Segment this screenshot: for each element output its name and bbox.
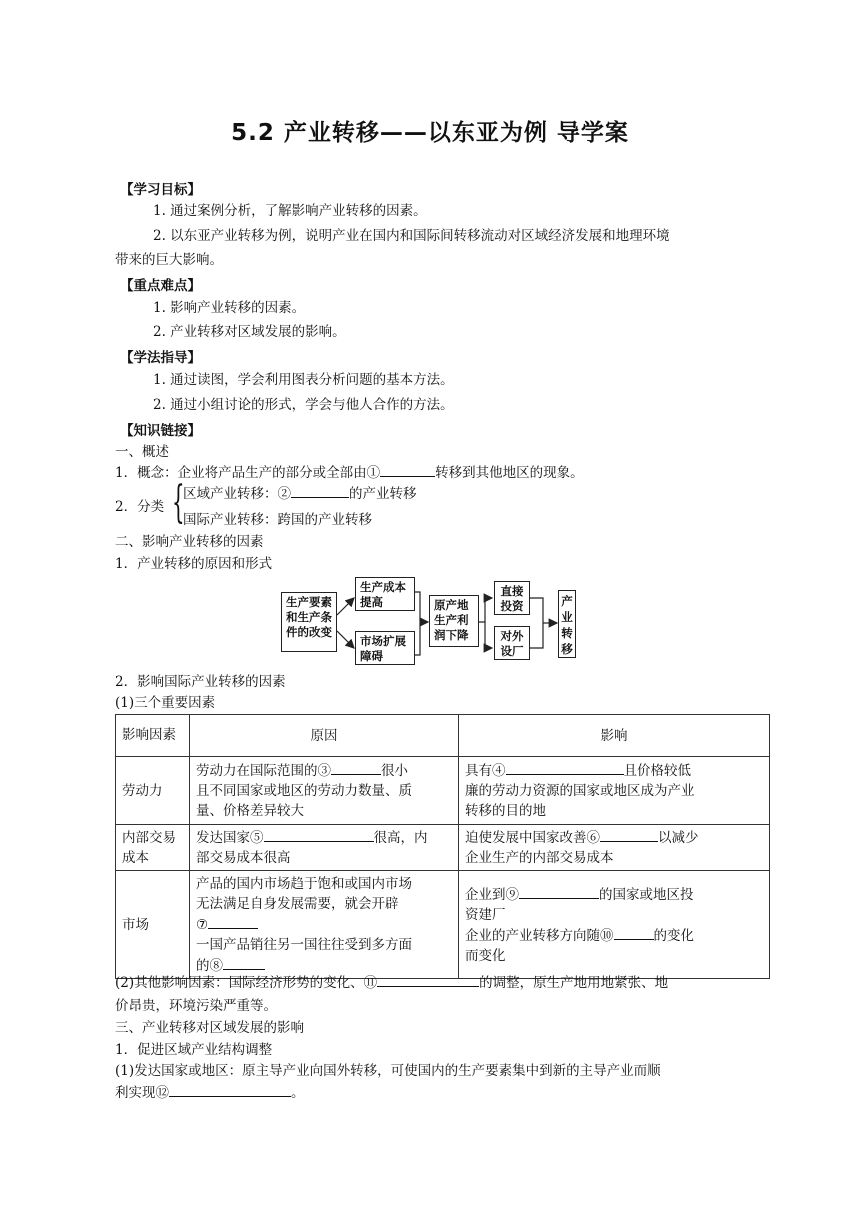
- objective-2-cont: 带来的巨大影响。: [115, 252, 223, 268]
- cost-effect-line-2: 企业生产的内部交易成本: [465, 850, 614, 866]
- factor-cost: 内部交易成本: [116, 825, 190, 871]
- cost-effect-line-1b: 以减少: [658, 830, 699, 846]
- labor-effect-line-1b: 且价格较低: [623, 763, 691, 779]
- methods-heading: 【学法指导】: [120, 350, 201, 366]
- key-points-heading: 【重点难点】: [120, 278, 201, 294]
- section-3-1-text-2: [115, 1082, 305, 1104]
- blank-6[interactable]: [600, 827, 658, 842]
- table-row: [116, 825, 770, 871]
- market-effect-line-1b: 的国家或地区投: [599, 886, 694, 903]
- section-3-1-text: (1)发达国家或地区：原主导产业向国外转移，可使国内的生产要素集中到新的主导产业而顺: [115, 1063, 661, 1079]
- blank-11[interactable]: [377, 972, 479, 987]
- table-header-factor: 影响因素: [116, 715, 190, 757]
- objectives-heading: 【学习目标】: [120, 182, 201, 198]
- factors-table: [115, 714, 770, 979]
- cost-reason-line-1b: 很高，内: [373, 830, 428, 846]
- labor-reason-line-1a: 劳动力在国际范围的③: [196, 763, 331, 779]
- market-effect-line-3b: 的变化: [653, 927, 694, 944]
- blank-10[interactable]: [614, 925, 654, 940]
- labor-effect-line-3: 转移的目的地: [465, 803, 546, 819]
- section-2-2-heading: 2．影响国际产业转移的因素: [115, 674, 286, 690]
- section-3-1-heading: 1．促进区域产业结构调整: [115, 1042, 273, 1058]
- blank-5[interactable]: [264, 827, 374, 842]
- section-3-heading: 三、产业转移对区域发展的影响: [115, 1020, 304, 1036]
- market-effect-line-4: 而变化: [465, 947, 506, 964]
- table-header-reason: 原因: [190, 715, 459, 757]
- labor-reason-line-1b: 很小: [381, 763, 408, 779]
- knowledge-heading: 【知识链接】: [120, 423, 201, 439]
- blank-3[interactable]: [331, 760, 381, 775]
- market-reason-line-3: ⑦: [196, 916, 209, 933]
- section-2-1-heading: 1．产业转移的原因和形式: [115, 556, 273, 572]
- key-point-1: 1. 影响产业转移的因素。: [153, 300, 306, 316]
- section-2-2-1-heading: (1)三个重要因素: [115, 695, 216, 711]
- market-effect-line-3a: 企业的产业转移方向随⑩: [465, 927, 614, 944]
- diagram-start-box: 生产要素和生产条件的改变: [281, 592, 337, 652]
- other-factors-line: [115, 972, 668, 994]
- diagram-market-box: 市场扩展障碍: [355, 631, 415, 665]
- diagram-cost-box: 生产成本提高: [355, 577, 415, 611]
- section-3-1-text-2a: 利实现⑫: [115, 1085, 169, 1101]
- diagram-factory-box: 对外设厂: [494, 626, 530, 660]
- section-3-1-text-2b: 。: [291, 1085, 305, 1101]
- method-1: 1. 通过读图，学会利用图表分析问题的基本方法。: [153, 372, 454, 388]
- diagram-transfer-box: 产业转移: [558, 590, 576, 658]
- labor-reason-line-3: 量、价格差异较大: [196, 803, 304, 819]
- cost-reason-line-2: 部交易成本很高: [196, 850, 291, 866]
- cost-effect-line-1a: 迫使发展中国家改善⑥: [465, 830, 600, 846]
- method-2: 2. 通过小组讨论的形式，学会与他人合作的方法。: [153, 397, 454, 413]
- market-effect-line-1a: 企业到⑨: [465, 886, 519, 903]
- blank-7[interactable]: [208, 914, 258, 929]
- market-reason-line-1: 产品的国内市场趋于饱和或国内市场: [196, 875, 412, 892]
- diagram-profit-box: 原产地生产利润下降: [429, 595, 479, 647]
- market-effect: [459, 871, 770, 979]
- blank-4[interactable]: [506, 760, 624, 775]
- table-header-row: [116, 715, 770, 757]
- market-reason-line-2: 无法满足自身发展需要，就会开辟: [196, 895, 399, 912]
- classify-label: 2．分类: [115, 499, 165, 515]
- classify-1-text-a: 区域产业转移：②: [183, 486, 291, 502]
- other-factors-text-a: (2)其他影响因素：国际经济形势的变化、⑪: [115, 975, 378, 991]
- section-1-heading: 一、概述: [115, 444, 169, 460]
- cost-reason: [190, 825, 459, 871]
- classify-1-text-b: 的产业转移: [349, 486, 417, 502]
- labor-effect: [459, 757, 770, 825]
- market-reason-line-5: 的⑧: [196, 957, 223, 974]
- other-factors-text-b: 的调整，原生产地用地紧张、地: [479, 975, 669, 991]
- blank-8[interactable]: [223, 955, 265, 970]
- market-reason-line-4: 一国产品销往另一国往往受到多方面: [196, 936, 412, 953]
- concept-text-b: 转移到其他地区的现象。: [435, 465, 584, 481]
- labor-effect-line-2: 廉的劳动力资源的国家或地区成为产业: [465, 783, 695, 799]
- labor-reason: [190, 757, 459, 825]
- factor-market: 市场: [116, 871, 190, 979]
- classify-2: 国际产业转移：跨国的产业转移: [183, 512, 372, 528]
- objective-1: 1. 通过案例分析，了解影响产业转移的因素。: [153, 203, 427, 219]
- market-reason: [190, 871, 459, 979]
- market-effect-line-2: 资建厂: [465, 906, 506, 923]
- table-row: [116, 871, 770, 979]
- labor-reason-line-2: 且不同国家或地区的劳动力数量、质: [196, 783, 412, 799]
- factor-labor: 劳动力: [116, 757, 190, 825]
- blank-12[interactable]: [169, 1082, 291, 1097]
- table-header-effect: 影响: [459, 715, 770, 757]
- page-title: 5.2 产业转移——以东亚为例 导学案: [231, 120, 629, 146]
- section-2-heading: 二、影响产业转移的因素: [115, 534, 264, 550]
- other-factors-line-2: 价昂贵，环境污染严重等。: [115, 998, 277, 1014]
- table-row: [116, 757, 770, 825]
- concept-text-a: 1．概念：企业将产品生产的部分或全部由①: [115, 465, 381, 481]
- cost-reason-line-1a: 发达国家⑤: [196, 830, 264, 846]
- objective-2: 2. 以东亚产业转移为例，说明产业在国内和国际间转移流动对区域经济发展和地理环境: [153, 228, 670, 244]
- blank-9[interactable]: [519, 884, 599, 899]
- brace-icon: {: [172, 477, 185, 528]
- labor-effect-line-1a: 具有④: [465, 763, 506, 779]
- diagram-invest-box: 直接投资: [494, 581, 530, 615]
- key-point-2: 2. 产业转移对区域发展的影响。: [153, 324, 346, 340]
- cost-effect: [459, 825, 770, 871]
